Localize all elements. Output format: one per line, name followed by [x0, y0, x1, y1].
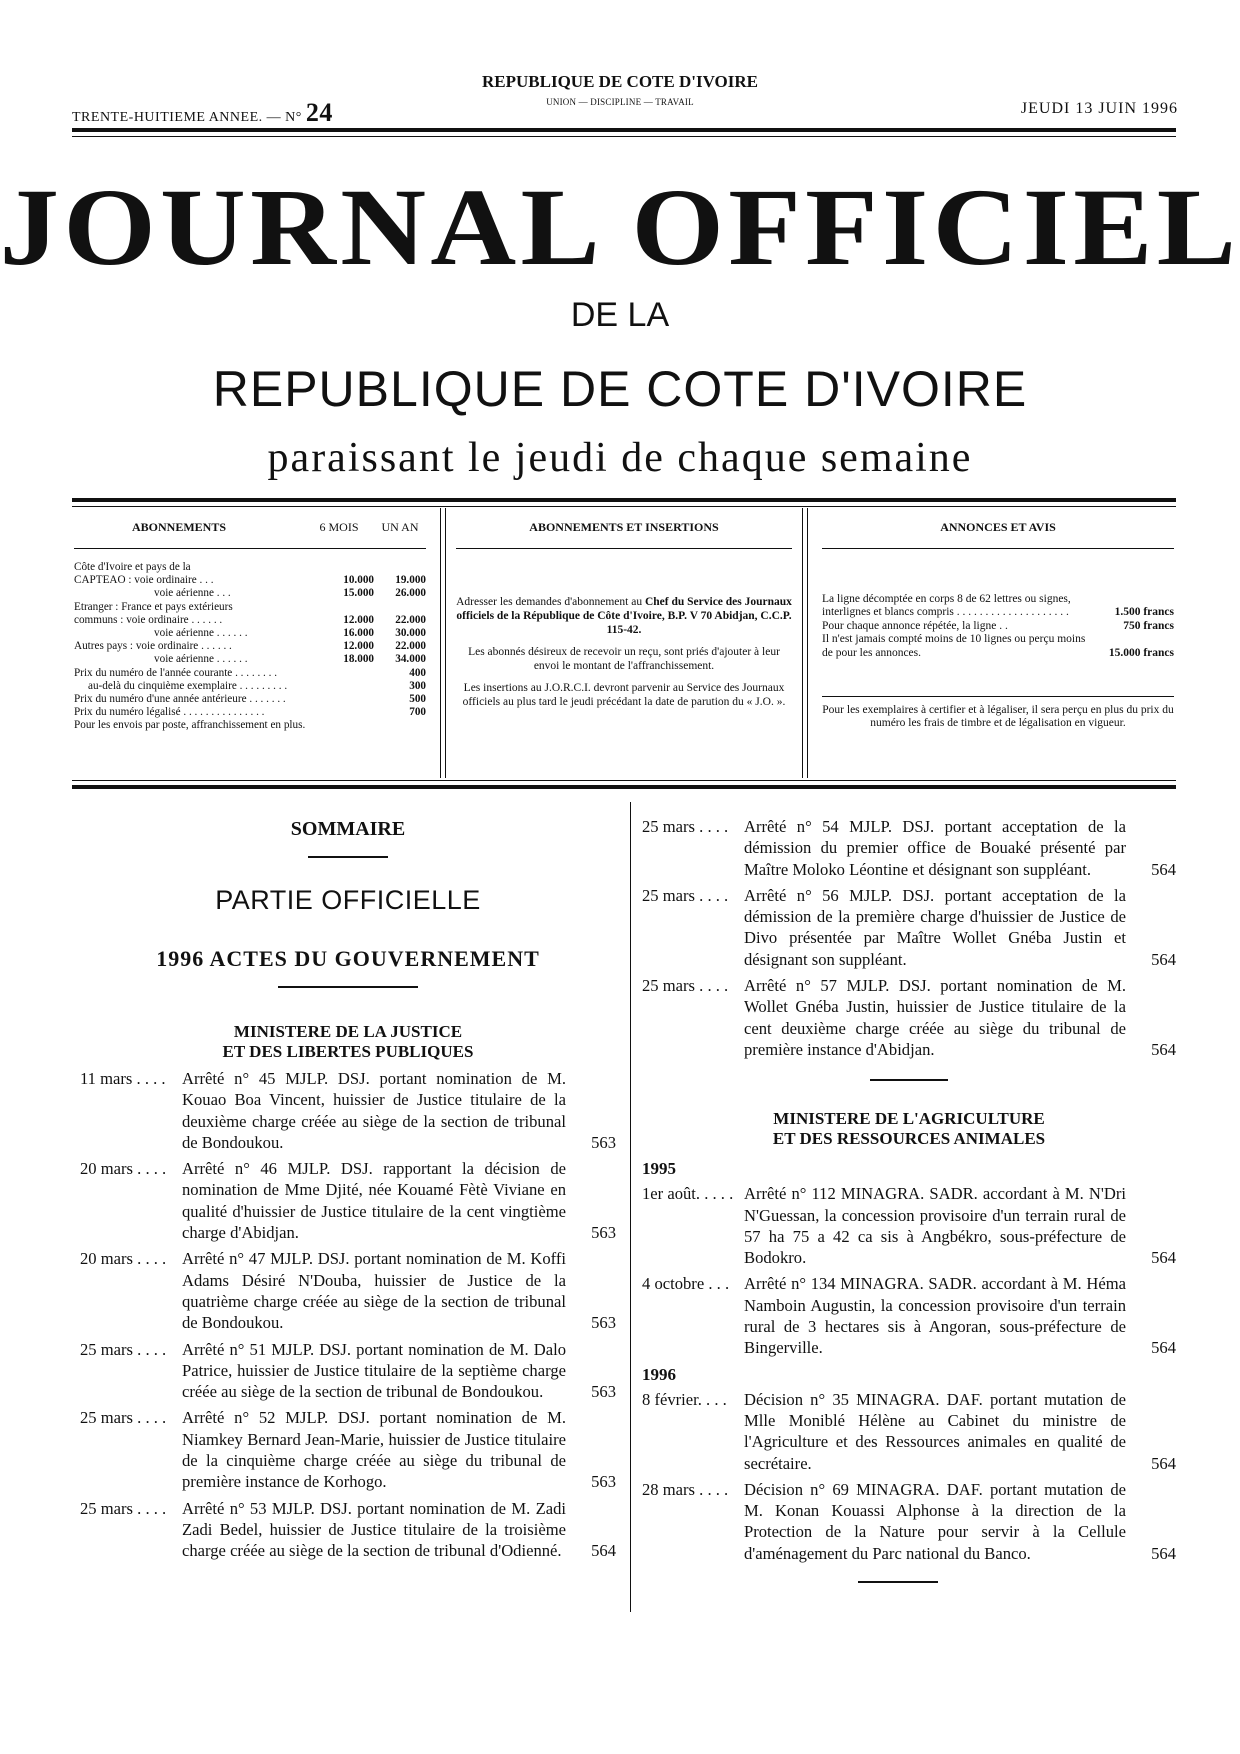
rate-un-an: 22.000 — [395, 613, 426, 626]
entry-page: 564 — [1151, 1248, 1176, 1268]
rate-row — [74, 614, 426, 627]
rate-label: communs : voie ordinaire . . . . . . — [74, 613, 223, 626]
rate-un-an — [374, 601, 426, 614]
entry-text: Décision n° 35 MINAGRA. DAF. portant mutation de Mlle Moniblé Hélène au Cabinet du ministre de l'Agriculture et des Ressources animales en qualité de secrétaire. — [744, 1389, 1126, 1473]
ministry-agri-l1: MINISTERE DE L'AGRICULTURE — [773, 1109, 1045, 1129]
entries-1996-list — [642, 1389, 1176, 1564]
entry-date: 25 mars . . . . — [80, 1498, 167, 1518]
title-country: REPUBLIQUE DE COTE D'IVOIRE — [212, 361, 1028, 417]
entry-text: Arrêté n° 134 MINAGRA. SADR. accordant à M. Héma Namboin Augustin, la concession provisoire d'un terrain rural de 3 hectares sis à Angoran, sous-préfecture de Bingerville. — [744, 1274, 1126, 1358]
price-row — [74, 706, 426, 719]
price-row — [74, 719, 426, 732]
actes-heading: 1996 ACTES DU GOUVERNEMENT — [156, 946, 540, 971]
sommaire-rule — [308, 856, 388, 858]
rate-un-an: 22.000 — [395, 640, 426, 653]
entry-date: 8 février. . . . — [642, 1389, 727, 1409]
sommaire-right-column — [642, 816, 1176, 1589]
col-6-mois: 6 MOIS — [319, 520, 359, 534]
ministry-agri-heading — [642, 1109, 1176, 1149]
republic-header — [440, 72, 800, 107]
rate-un-an — [374, 561, 426, 574]
price-row — [74, 680, 426, 693]
entry-date: 25 mars . . . . — [80, 1339, 167, 1359]
entry-text: Arrêté n° 54 MJLP. DSJ. portant acceptation de la démission du premier office de Bouaké présenté par Maître Moloko Léontine et désignant son suppléant. — [744, 817, 1126, 879]
entry-page: 564 — [1151, 1338, 1176, 1358]
title-de-la: DE LA — [570, 296, 670, 334]
masthead-rule-thin — [72, 136, 1176, 137]
abonnements-rates — [74, 561, 426, 667]
right-rule-wrap — [642, 1065, 1176, 1109]
rate-un-an: 19.000 — [395, 574, 426, 587]
entry-page: 564 — [1151, 1543, 1176, 1563]
price-row — [74, 667, 426, 680]
insertions-box — [456, 520, 792, 717]
sommaire-entry — [642, 1273, 1176, 1358]
issue-date: JEUDI 13 JUIN 1996 — [1020, 100, 1178, 117]
insertions-text — [456, 595, 792, 709]
sommaire-entry — [642, 1479, 1176, 1564]
annonce-price: 1.500 francs — [1114, 606, 1174, 619]
ministry-justice-l1: MINISTERE DE LA JUSTICE — [233, 1022, 463, 1041]
bottom-rule-wrap — [642, 1569, 1176, 1589]
entry-date: 20 mars . . . . — [80, 1249, 167, 1269]
annonces-rates — [822, 593, 1174, 660]
box-divider-2b — [807, 508, 808, 778]
annonce-price: 750 francs — [1123, 619, 1174, 632]
subscription-rule-top-thick — [72, 498, 1176, 502]
entry-page: 564 — [1151, 949, 1176, 969]
national-motto: UNION — DISCIPLINE — TRAVAIL — [546, 97, 694, 107]
insertions-p1b: Chef du Service des Journaux officiels de la République de Côte d'Ivoire, B.P. V 70 Abidjan, C.C.P. 115-42. — [456, 596, 792, 636]
annonce-row — [822, 593, 1174, 620]
ministry-justice-l2: ET DES LIBERTES PUBLIQUES — [222, 1042, 474, 1061]
year-1995: 1995 — [642, 1159, 676, 1179]
rate-6-mois: 10.000 — [343, 574, 374, 587]
insertions-heading: ABONNEMENTS ET INSERTIONS — [529, 520, 719, 534]
rate-label: Etranger : France et pays extérieurs — [74, 600, 233, 613]
rate-6-mois: 16.000 — [343, 627, 374, 640]
rate-row — [74, 561, 426, 574]
sommaire-entry — [80, 1339, 616, 1403]
annonces-box — [822, 520, 1174, 730]
box-divider-2a — [802, 508, 803, 778]
insertions-p3: Les insertions au J.O.R.C.I. devront parvenir au Service des Journaux officiels au plus tard le jeudi précédant la date de parution du « J.O. ». — [462, 682, 786, 708]
entry-date: 11 mars . . . . — [80, 1069, 166, 1088]
price-value: 700 — [409, 706, 426, 719]
rate-6-mois: 12.000 — [343, 613, 374, 626]
entry-page: 563 — [591, 1382, 616, 1402]
sommaire-entry — [80, 1068, 616, 1153]
issue-line — [72, 98, 333, 128]
price-value: 300 — [409, 679, 426, 692]
entry-text: Arrêté n° 112 MINAGRA. SADR. accordant à M. N'Dri N'Guessan, la concession provisoire d'un terrain rural de 57 ha 75 a 42 ca sis à Angbékro, sous-préfecture de Bodokro. — [744, 1184, 1126, 1268]
rate-row — [74, 653, 426, 666]
partie-officielle: PARTIE OFFICIELLE — [215, 885, 481, 915]
year-1996: 1996 — [642, 1364, 676, 1384]
left-entry-list — [80, 1068, 616, 1562]
abonnements-heading: ABONNEMENTS — [132, 520, 227, 534]
price-value: 400 — [409, 666, 426, 679]
ministry-agri-l2: ET DES RESSOURCES ANIMALES — [772, 1129, 1046, 1149]
rate-row — [74, 587, 426, 600]
price-label: Pour les envois par poste, affranchissement en plus. — [74, 719, 306, 732]
issue-prefix: TRENTE-HUITIEME ANNEE. — N° — [72, 110, 302, 125]
rate-label: Autres pays : voie ordinaire . . . . . . — [74, 640, 232, 653]
annonce-label: Il n'est jamais compté moins de 10 lignes ou perçu moins de pour les annonces. — [822, 633, 1086, 659]
sommaire-entry — [642, 816, 1176, 880]
rate-row — [74, 627, 426, 640]
entry-date: 25 mars . . . . — [642, 885, 729, 905]
price-value: 500 — [409, 693, 426, 706]
abonnements-extras — [74, 667, 426, 733]
entry-page: 563 — [591, 1313, 616, 1333]
rate-row — [74, 601, 426, 614]
sommaire-entry — [80, 1407, 616, 1492]
entry-text: Arrêté n° 53 MJLP. DSJ. portant nomination de M. Zadi Zadi Bedel, huissier de Justice titulaire de la troisième charge créée au siège de la section de tribunal d'Odienné. — [182, 1498, 566, 1561]
abonnements-box — [74, 520, 426, 733]
rate-6-mois: 15.000 — [343, 587, 374, 600]
annonce-price: 15.000 francs — [1108, 646, 1174, 659]
price-label: Prix du numéro de l'année courante . . . . . . . . — [74, 666, 278, 679]
price-label: au-delà du cinquième exemplaire . . . . . . . . . — [88, 679, 288, 692]
entry-date: 20 mars . . . . — [80, 1159, 167, 1179]
annonces-header-rule — [822, 548, 1174, 549]
republic-name: REPUBLIQUE DE COTE D'IVOIRE — [482, 72, 758, 91]
annonce-label: Pour chaque annonce répétée, la ligne . . — [822, 619, 1008, 632]
annonces-note: Pour les exemplaires à certifier et à légaliser, il sera perçu en plus du prix du numéro les frais de timbre et de légalisation en vigueur. — [822, 704, 1174, 730]
masthead-rule-thick — [72, 128, 1176, 132]
right-entry-list — [642, 816, 1176, 1060]
entries-1995-list — [642, 1183, 1176, 1358]
entry-text: Arrêté n° 47 MJLP. DSJ. portant nomination de M. Koffi Adams Désiré N'Douba, huissier de Justice de la quatrième charge créée au siège de la section de tribunal de Bondoukou. — [182, 1249, 566, 1333]
rate-6-mois — [322, 601, 374, 614]
insertions-p1 — [456, 595, 792, 637]
sommaire-entry — [642, 1389, 1176, 1474]
annonce-row — [822, 633, 1174, 660]
sommaire-left-column — [80, 818, 616, 1567]
rate-label: voie aérienne . . . — [154, 587, 231, 600]
sommaire-title: SOMMAIRE — [290, 818, 406, 840]
entry-date: 28 mars . . . . — [642, 1479, 729, 1499]
publication-frequency: paraissant le jeudi de chaque semaine — [267, 435, 973, 481]
rate-un-an: 30.000 — [395, 627, 426, 640]
entry-date: 4 octobre . . . — [642, 1274, 730, 1294]
sommaire-entry — [642, 885, 1176, 970]
issue-number: 24 — [305, 98, 333, 127]
rate-label: CAPTEAO : voie ordinaire . . . — [74, 574, 214, 587]
column-divider — [630, 802, 631, 1612]
entry-text: Décision n° 69 MINAGRA. DAF. portant mutation de M. Konan Kouassi Alphonse à la direction de la Protection de la Nature pour servir à la Cellule d'aménagement du Parc national du Banco. — [744, 1479, 1126, 1563]
sommaire-entry — [80, 1498, 616, 1562]
sommaire-entry — [80, 1248, 616, 1333]
entry-page: 564 — [1151, 859, 1176, 879]
entry-text: Arrêté n° 57 MJLP. DSJ. portant nomination de M. Wollet Gnéba Justin, huissier de Justice titulaire de la cent deuxième charge créée au siège du tribunal de première instance d'Abidjan. — [744, 976, 1126, 1059]
entry-page: 563 — [591, 1472, 616, 1492]
rate-un-an: 34.000 — [395, 653, 426, 666]
price-row — [74, 693, 426, 706]
right-section-rule — [870, 1079, 948, 1081]
entry-text: Arrêté n° 56 MJLP. DSJ. portant acceptation de la démission de la première charge d'huissier de Justice de Divo présentée par Maître Wollet Gnéba Justin et désignant son suppléant. — [744, 885, 1126, 969]
entry-page: 564 — [591, 1541, 616, 1561]
entry-date: 25 mars . . . . — [642, 976, 729, 996]
annonces-note-rule — [822, 696, 1174, 697]
entry-page: 564 — [1151, 1453, 1176, 1473]
box-divider-1b — [445, 508, 446, 778]
insertions-p1a: Adresser les demandes d'abonnement au — [456, 596, 643, 608]
annonce-label: La ligne décomptée en corps 8 de 62 lettres ou signes, interlignes et blancs compris . . . . . . . . . . . . . . . . . . . . — [822, 593, 1071, 619]
col-un-an: UN AN — [381, 520, 419, 534]
rate-6-mois: 12.000 — [343, 640, 374, 653]
entry-page: 563 — [591, 1223, 616, 1243]
bottom-section-rule — [858, 1581, 938, 1583]
price-label: Prix du numéro légalisé . . . . . . . . . . . . . . . — [74, 706, 265, 719]
rate-row — [74, 640, 426, 653]
rate-row — [74, 574, 426, 587]
actes-rule — [278, 986, 418, 988]
annonce-row — [822, 620, 1174, 633]
entry-page: 564 — [1151, 1039, 1176, 1059]
entry-date: 1er août. . . . . — [642, 1184, 734, 1204]
insertions-p2: Les abonnés désireux de recevoir un reçu, sont priés d'ajouter à leur envoi le montant de l'affranchissement. — [468, 646, 780, 672]
abonnements-header-rule — [74, 548, 426, 549]
subscription-rule-bottom-thin — [72, 780, 1176, 781]
entry-text: Arrêté n° 45 MJLP. DSJ. portant nomination de M. Kouao Boa Vincent, huissier de Justice titulaire de la deuxième charge créée au siège de la section de tribunal de Bondoukou. — [182, 1069, 566, 1152]
subscription-rule-top-thin — [72, 506, 1176, 507]
sommaire-entry — [80, 1158, 616, 1243]
entry-page: 563 — [591, 1132, 616, 1152]
entry-text: Arrêté n° 46 MJLP. DSJ. rapportant la décision de nomination de Mme Djité, née Kouamé Fètè Viviane en qualité d'huissier de Justice titulaire de la cent vingtième charge d'Abidjan. — [182, 1159, 566, 1243]
sommaire-entry — [642, 1183, 1176, 1268]
journal-title: JOURNAL OFFICIEL — [0, 166, 1240, 288]
rate-label: voie aérienne . . . . . . — [154, 653, 248, 666]
rate-un-an: 26.000 — [395, 587, 426, 600]
entry-date: 25 mars . . . . — [80, 1408, 167, 1428]
abonnements-header — [74, 520, 426, 535]
entry-date: 25 mars . . . . — [642, 817, 729, 836]
price-label: Prix du numéro d'une année antérieure . . . . . . . — [74, 693, 286, 706]
ministry-justice-heading — [80, 1022, 616, 1062]
rate-6-mois: 18.000 — [343, 653, 374, 666]
entry-text: Arrêté n° 51 MJLP. DSJ. portant nomination de M. Dalo Patrice, huissier de Justice titulaire de la septième charge créée au siège de la section de tribunal de Bondoukou. — [182, 1339, 566, 1402]
box-divider-1a — [440, 508, 441, 778]
subscription-rule-bottom-thick — [72, 785, 1176, 789]
insertions-header-rule — [456, 548, 792, 549]
rate-6-mois — [322, 561, 374, 574]
rate-label: Côte d'Ivoire et pays de la — [74, 561, 191, 573]
sommaire-entry — [642, 975, 1176, 1060]
entry-text: Arrêté n° 52 MJLP. DSJ. portant nomination de M. Niamkey Bernard Jean-Marie, huissier de Justice titulaire de la cinquième charge créée au siège du tribunal de première instance de Korhogo. — [182, 1408, 566, 1492]
rate-label: voie aérienne . . . . . . — [154, 627, 248, 640]
annonces-heading: ANNONCES ET AVIS — [940, 520, 1056, 534]
